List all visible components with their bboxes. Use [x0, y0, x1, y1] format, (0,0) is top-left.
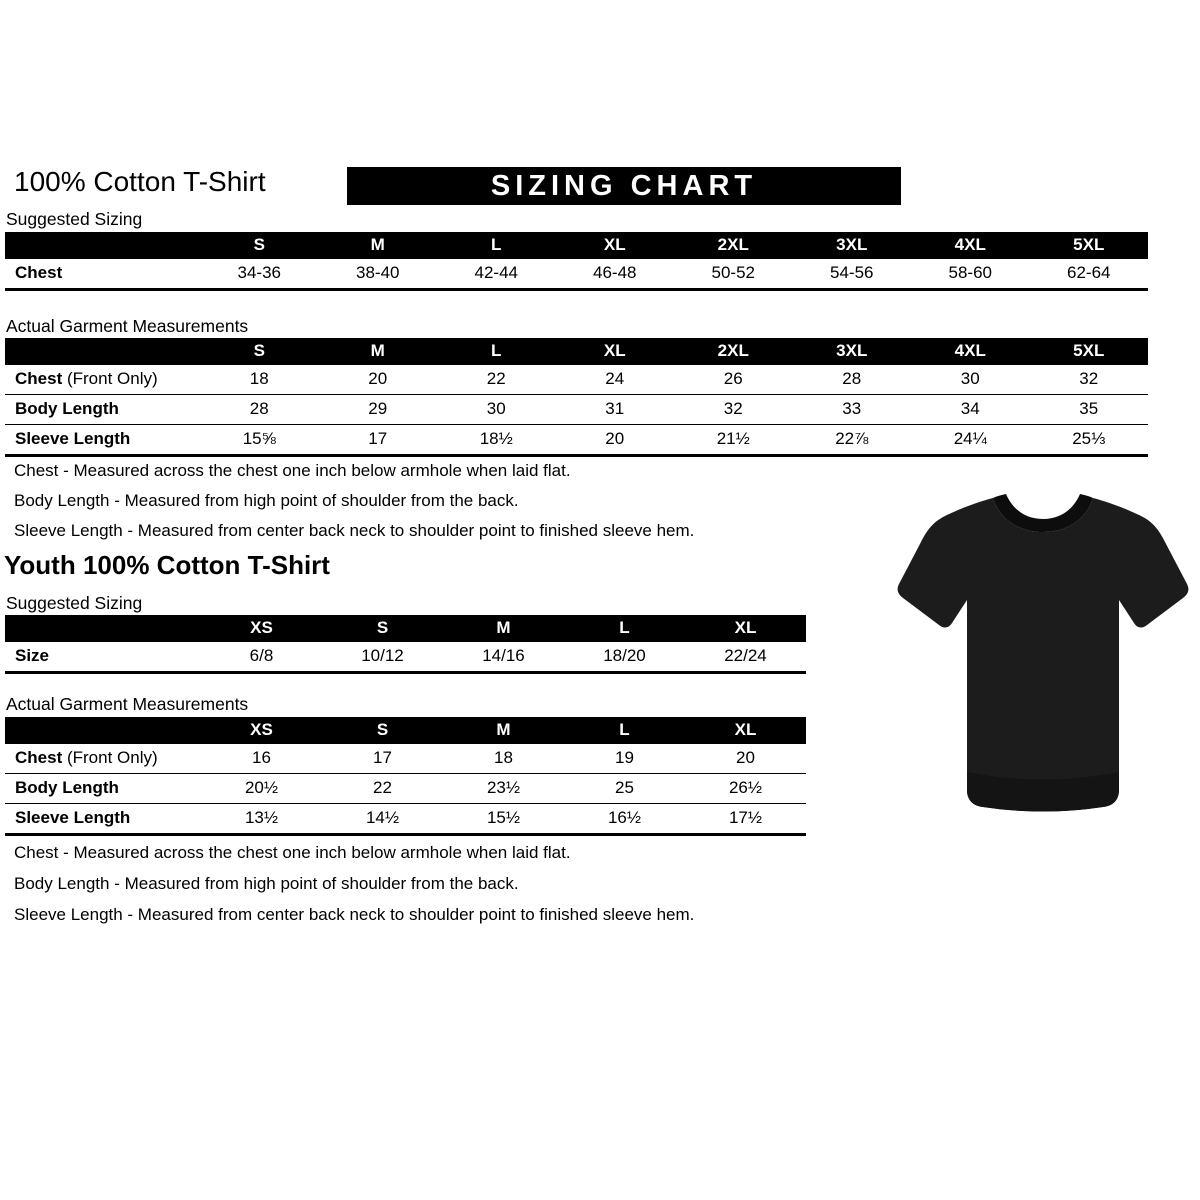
cell: 24 [556, 365, 675, 395]
header-row [5, 717, 806, 744]
cell: 18½ [437, 425, 556, 456]
cell: 24¼ [911, 425, 1030, 456]
col-header-3xl: 3XL [793, 338, 912, 365]
cell: 54-56 [793, 259, 912, 290]
cell: 14/16 [443, 642, 564, 673]
tshirt-photo [893, 472, 1193, 845]
corner-cell [5, 615, 201, 642]
cell: 17½ [685, 804, 806, 835]
row-label [5, 774, 201, 804]
cell: 23½ [443, 774, 564, 804]
row-label [5, 395, 200, 425]
note-sleeve-length: Sleeve Length - Measured from center back neck to shoulder point to finished sleeve hem. [14, 521, 695, 540]
col-header-xl: XL [685, 717, 806, 744]
row-label-text: Body Length [15, 778, 119, 797]
row-label-text: Sleeve Length [15, 429, 131, 448]
cell: 14½ [322, 804, 443, 835]
cell: 58-60 [911, 259, 1030, 290]
cell: 35 [1030, 395, 1149, 425]
corner-cell [5, 338, 200, 365]
col-header-l: L [564, 615, 685, 642]
cell: 42-44 [437, 259, 556, 290]
col-header-xl: XL [556, 338, 675, 365]
row-label [5, 365, 200, 395]
row-label-suffix: (Front Only) [62, 748, 158, 767]
cell: 28 [200, 395, 319, 425]
cell: 6/8 [201, 642, 322, 673]
cell: 19 [564, 744, 685, 774]
col-header-m: M [319, 232, 438, 259]
cell: 33 [793, 395, 912, 425]
cell: 22 [437, 365, 556, 395]
note-sleeve-length: Sleeve Length - Measured from center back neck to shoulder point to finished sleeve hem. [14, 905, 695, 924]
col-header-5xl: 5XL [1030, 232, 1149, 259]
cell: 32 [1030, 365, 1149, 395]
cell: 29 [319, 395, 438, 425]
col-header-2xl: 2XL [674, 338, 793, 365]
row-label [5, 259, 200, 290]
col-header-s: S [200, 232, 319, 259]
cell: 16½ [564, 804, 685, 835]
note-body-length: Body Length - Measured from high point of shoulder from the back. [14, 491, 519, 510]
chest-row [5, 365, 1148, 395]
cell: 10/12 [322, 642, 443, 673]
corner-cell [5, 717, 201, 744]
cell: 18 [200, 365, 319, 395]
col-header-xs: XS [201, 717, 322, 744]
black-tshirt-image [893, 472, 1193, 840]
col-header-xl: XL [556, 232, 675, 259]
row-label-text: Sleeve Length [15, 808, 131, 827]
row-label-text: Size [15, 646, 50, 665]
banner-text: SIZING CHART [490, 169, 758, 202]
row-label-text: Chest [15, 263, 63, 282]
cell: 20 [685, 744, 806, 774]
cell: 30 [437, 395, 556, 425]
cell: 21½ [674, 425, 793, 456]
sizing-chart-banner [347, 167, 901, 205]
cell: 34 [911, 395, 1030, 425]
cell: 20 [556, 425, 675, 456]
col-header-m: M [443, 717, 564, 744]
row-label [5, 744, 201, 774]
adult-suggested-caption: Suggested Sizing [6, 209, 143, 229]
cell: 62-64 [1030, 259, 1149, 290]
col-header-5xl: 5XL [1030, 338, 1149, 365]
size-row [5, 642, 806, 673]
cell: 22⅞ [793, 425, 912, 456]
youth-suggested-caption: Suggested Sizing [6, 593, 143, 613]
youth-measurement-notes [14, 843, 694, 936]
cell: 18 [443, 744, 564, 774]
row-label [5, 804, 201, 835]
note-body-length: Body Length - Measured from high point of shoulder from the back. [14, 874, 519, 893]
cell: 20½ [201, 774, 322, 804]
row-label-text: Chest [15, 369, 63, 388]
cell: 15⅝ [200, 425, 319, 456]
body-length-row [5, 774, 806, 804]
cell: 25⅓ [1030, 425, 1149, 456]
youth-actual-caption: Actual Garment Measurements [6, 694, 249, 714]
adult-actual-caption: Actual Garment Measurements [6, 316, 249, 336]
cell: 46-48 [556, 259, 675, 290]
col-header-xl: XL [685, 615, 806, 642]
header-row [5, 232, 1148, 259]
cell: 13½ [201, 804, 322, 835]
chest-row [5, 744, 806, 774]
cell: 50-52 [674, 259, 793, 290]
col-header-s: S [322, 615, 443, 642]
cell: 34-36 [200, 259, 319, 290]
cell: 17 [319, 425, 438, 456]
col-header-m: M [443, 615, 564, 642]
col-header-s: S [322, 717, 443, 744]
cell: 25 [564, 774, 685, 804]
row-label-suffix: (Front Only) [62, 369, 158, 388]
cell: 22/24 [685, 642, 806, 673]
cell: 30 [911, 365, 1030, 395]
col-header-l: L [437, 232, 556, 259]
chest-row [5, 259, 1148, 290]
youth-suggested-table [5, 615, 806, 674]
sleeve-length-row [5, 425, 1148, 456]
col-header-xs: XS [201, 615, 322, 642]
col-header-s: S [200, 338, 319, 365]
col-header-4xl: 4XL [911, 232, 1030, 259]
body-length-row [5, 395, 1148, 425]
youth-actual-table [5, 717, 806, 836]
cell: 17 [322, 744, 443, 774]
cell: 38-40 [319, 259, 438, 290]
cell: 15½ [443, 804, 564, 835]
corner-cell [5, 232, 200, 259]
cell: 26 [674, 365, 793, 395]
adult-suggested-table [5, 232, 1148, 291]
adult-actual-table [5, 338, 1148, 457]
youth-section-title: Youth 100% Cotton T-Shirt [4, 550, 330, 580]
col-header-2xl: 2XL [674, 232, 793, 259]
cell: 20 [319, 365, 438, 395]
col-header-l: L [564, 717, 685, 744]
note-chest: Chest - Measured across the chest one inch below armhole when laid flat. [14, 843, 571, 862]
sleeve-length-row [5, 804, 806, 835]
row-label [5, 642, 201, 673]
header-row [5, 338, 1148, 365]
col-header-m: M [319, 338, 438, 365]
row-label-text: Body Length [15, 399, 119, 418]
cell: 31 [556, 395, 675, 425]
col-header-3xl: 3XL [793, 232, 912, 259]
cell: 18/20 [564, 642, 685, 673]
note-chest: Chest - Measured across the chest one inch below armhole when laid flat. [14, 461, 571, 480]
cell: 26½ [685, 774, 806, 804]
cell: 28 [793, 365, 912, 395]
col-header-4xl: 4XL [911, 338, 1030, 365]
header-row [5, 615, 806, 642]
cell: 16 [201, 744, 322, 774]
adult-measurement-notes [14, 461, 694, 551]
page-title: 100% Cotton T-Shirt [14, 166, 266, 197]
cell: 22 [322, 774, 443, 804]
col-header-l: L [437, 338, 556, 365]
row-label [5, 425, 200, 456]
tshirt-body [898, 498, 1189, 812]
row-label-text: Chest [15, 748, 63, 767]
cell: 32 [674, 395, 793, 425]
